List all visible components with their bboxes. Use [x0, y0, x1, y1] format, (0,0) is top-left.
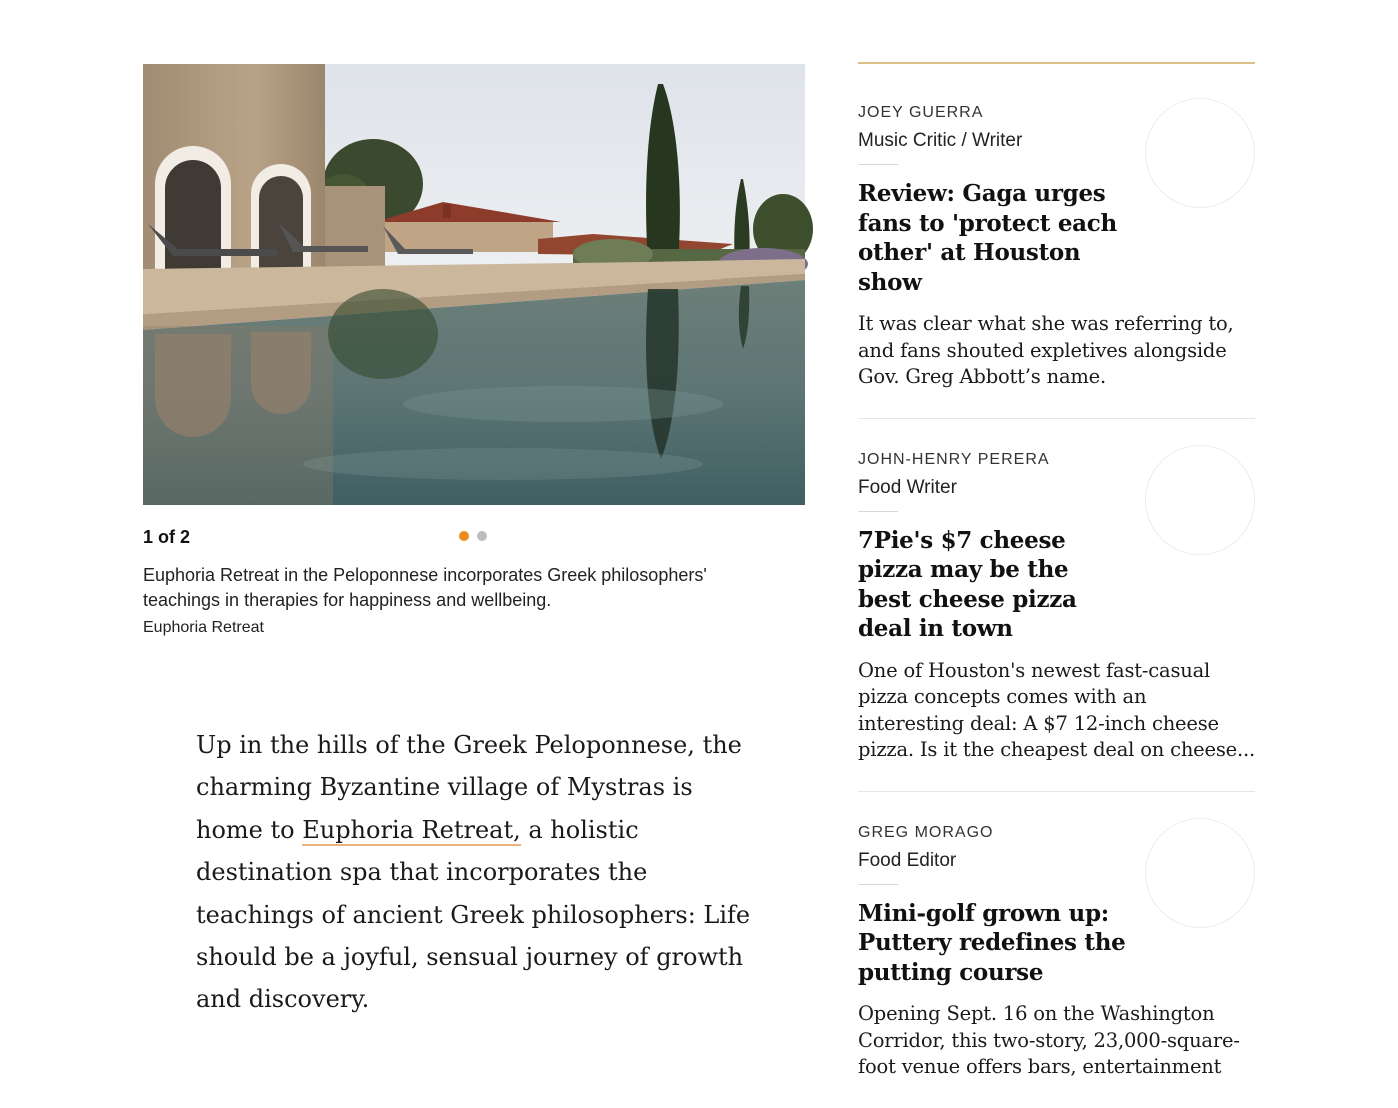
story-author[interactable]: GREG MORAGO — [858, 823, 994, 841]
photo-credit: Euphoria Retreat — [143, 619, 264, 636]
related-stories-sidebar — [858, 62, 1255, 1078]
author-avatar[interactable] — [1145, 818, 1255, 928]
divider — [858, 511, 898, 512]
story-author[interactable]: JOHN-HENRY PERERA — [858, 450, 1050, 468]
euphoria-retreat-link[interactable]: Euphoria Retreat, — [302, 815, 521, 844]
story-card[interactable] — [858, 419, 1255, 792]
slide-indicator — [459, 531, 487, 541]
photo-gallery — [143, 64, 805, 637]
author-avatar[interactable] — [1145, 445, 1255, 555]
story-author-role: Food Writer — [858, 476, 957, 498]
slide-dot-1[interactable] — [459, 531, 469, 541]
article-paragraph — [196, 724, 756, 1021]
story-card[interactable] — [858, 64, 1255, 419]
story-summary: Opening Sept. 16 on the Washington Corridor, this two-story, 23,000-square-foot venue offers bars, entertainment — [858, 1002, 1240, 1078]
gallery-controls — [143, 523, 805, 553]
author-avatar[interactable] — [1145, 98, 1255, 208]
slide-dot-2[interactable] — [477, 531, 487, 541]
story-author-role: Food Editor — [858, 849, 957, 871]
story-summary: One of Houston's newest fast-casual pizza concepts comes with an interesting deal: A $7 12-inch cheese pizza. Is it the cheapest deal on cheese... — [858, 658, 1255, 761]
story-author[interactable]: JOEY GUERRA — [858, 104, 984, 121]
photo-caption: Euphoria Retreat in the Peloponnese incorporates Greek philosophers' teachings in therapies for happiness and wellbeing. — [143, 565, 707, 610]
story-headline[interactable]: Review: Gaga urges fans to 'protect each other' at Houston show — [858, 180, 1117, 296]
divider — [858, 164, 898, 165]
story-author-role: Music Critic / Writer — [858, 130, 1023, 151]
gallery-photo[interactable] — [143, 64, 805, 505]
article-text-start: Up in the hills of the Greek Peloponnese, the charming Byzantine village of Mystras is home to — [196, 731, 742, 844]
divider — [858, 884, 898, 885]
story-summary: It was clear what she was referring to, and fans shouted expletives alongside Gov. Greg Abbott’s name. — [858, 312, 1234, 388]
article-text-end: a holistic destination spa that incorporates the teachings of ancient Greek philosophers: Life should be a joyful, sensual journey of growth and discovery. — [196, 815, 751, 1014]
story-headline[interactable]: Mini-golf grown up: Puttery redefines the putting course — [858, 899, 1126, 986]
slide-counter: 1 of 2 — [143, 527, 191, 547]
story-card[interactable] — [858, 792, 1255, 1108]
story-headline[interactable]: 7Pie's $7 cheese pizza may be the best cheese pizza deal in town — [858, 526, 1077, 642]
